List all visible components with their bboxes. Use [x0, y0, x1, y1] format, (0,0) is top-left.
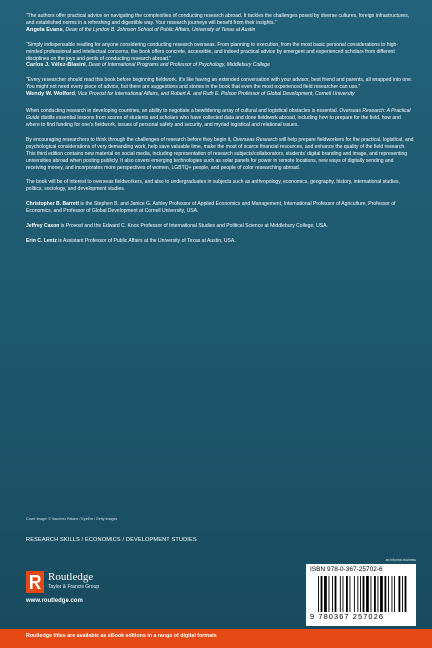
publisher-url[interactable]: www.routledge.com — [26, 598, 83, 604]
ebook-notice: Routledge titles are available as eBook editions in a range of digital formats — [26, 633, 217, 639]
endorsement-quote — [26, 42, 414, 71]
subject-categories: RESEARCH SKILLS / ECONOMICS / DEVELOPMENT STUDIES — [26, 537, 197, 543]
description-paragraph — [26, 108, 414, 129]
quote-text: “The authors offer practical advice on navigating the complexities of conducting research abroad. It tackles the challenges posed by diverse cultures, foreign infrastructures, and established norms in a refreshing and digestible way. Your research journeys will benefit from their insights.” — [26, 13, 410, 26]
author-bio-text: is Provost and the Edward C. Knox Professor of International Studies and Political Science at Middlebury College, USA. — [59, 223, 328, 230]
publisher-name: Routledge — [48, 571, 94, 583]
informa-tagline: an informa business — [385, 558, 416, 562]
book-title-italic: Overseas Research — [233, 136, 278, 143]
quote-attribution: Angela Evans, Dean of the Lyndon B. Johnson School of Public Affairs, University of Texas at Austin — [26, 26, 256, 33]
book-title-italic: Overseas Research: A Practical Guide — [26, 107, 411, 121]
barcode-icon — [318, 576, 408, 612]
cover-text-column — [26, 13, 414, 253]
author-bio — [26, 223, 414, 230]
author-bio — [26, 201, 414, 215]
publisher-logo-block — [26, 569, 176, 611]
paragraph-text: When conducting research in developing countries, an ability to negotiate a bewildering array of cultural and logistical obstacles is essential. — [26, 107, 340, 114]
cover-image-credit: Cover image: © Sanchez Patane / EyeEm / Getty Images — [26, 517, 118, 521]
routledge-r-icon — [26, 571, 44, 593]
quote-attribution: Wendy W. Wolford, Vice Provost for International Affairs, and Robert A. and Ruth E. Polson Professor of Global Development, Cornell University — [26, 91, 355, 98]
quote-author: Wendy W. Wolford — [26, 91, 75, 98]
author-bio-text: is Assistant Professor of Public Affairs at the University of Texas at Austin, USA. — [56, 238, 236, 245]
endorsement-quote — [26, 13, 414, 35]
quote-attribution: Carlos J. Vélez-Blasini, Dean of International Programs and Professor of Psychology, Middlebury College — [26, 62, 270, 69]
author-name: Jeffrey Cason — [26, 223, 60, 230]
quote-author: Carlos J. Vélez-Blasini — [26, 62, 86, 69]
isbn-label: ISBN 978-0-367-25702-6 — [310, 566, 383, 573]
quote-text: “Simply indispensable reading for anyone considering conducting research overseas. From planning to execution, from the most basic personal considerations to high-minded professional and intellectual concerns, the book offers concrete, accessible, and indeed practical advice by emergent and experienced scholars from different disciplines on the joys and perils of conducting research abroad.” — [26, 41, 398, 62]
paragraph-text: By encouraging researchers to think through the challenges of research before they begin it, — [26, 136, 234, 143]
paragraph-text: distills essential lessons from scores of students and scholars who have collected data and done fieldwork abroad, including how to prepare for the field, how and where to find funding for one’s fieldwork, issues of personal safety and security, and myriad logistical and relational issues. — [26, 114, 401, 128]
author-bio-text: is the Stephen B. and Janice G. Ashley Professor of Applied Economics and Management, International Professor of Agriculture, Professor of Economics, and Professor of Global Development at Cornell University, USA. — [26, 201, 396, 215]
author-bio — [26, 238, 414, 245]
quote-text: “Every researcher should read this book before beginning fieldwork. It’s like having an extended conversation with your advisor, best friend and parents, all wrapped into one. You might not need every piece of advice, but there are suggestions and stories in the book that even the most experienced field researcher can use.” — [26, 77, 413, 91]
publisher-group: Taylor & Francis Group — [48, 584, 100, 590]
quote-author-role: Vice Provost for International Affairs, and Robert A. and Ruth E. Polson Professor of Global Development, Cornell University — [77, 91, 355, 98]
author-name: Christopher B. Barrett — [26, 201, 79, 208]
quote-author: Angela Evans — [26, 26, 63, 33]
description-paragraph — [26, 137, 414, 172]
quote-author-role: Dean of the Lyndon B. Johnson School of Public Affairs, University of Texas at Austin — [65, 26, 256, 33]
author-name: Erin C. Lentz — [26, 238, 57, 245]
quote-author-role: Dean of International Programs and Professor of Psychology, Middlebury College — [88, 62, 270, 69]
paragraph-text: will help prepare fieldworkers for the practical, logistical, and psychological considerations of very demanding work, help save valuable time, make the most of scarce financial resources, and enhance the quality of the field research. This third edition contains new material on social media, including representation of research subjects/collaborators, students’ digital branding and image, and representing universities abroad when posting publicly. It also covers emerging technologies such as solar panels for power in remote locations, new ways of digitally sending and receiving money, and incorporates more perspectives of women, LGBTQ+ people, and people of color researching abroad. — [26, 136, 414, 171]
audience-paragraph: The book will be of interest to overseas fieldworkers, and also to undergraduates in subjects such as anthropology, economics, geography, history, international studies, politics, sociology, and development studies. — [26, 179, 400, 193]
endorsement-quote — [26, 77, 414, 99]
isbn-digits: 9 780367 257026 — [310, 612, 385, 621]
isbn-barcode — [306, 564, 416, 626]
